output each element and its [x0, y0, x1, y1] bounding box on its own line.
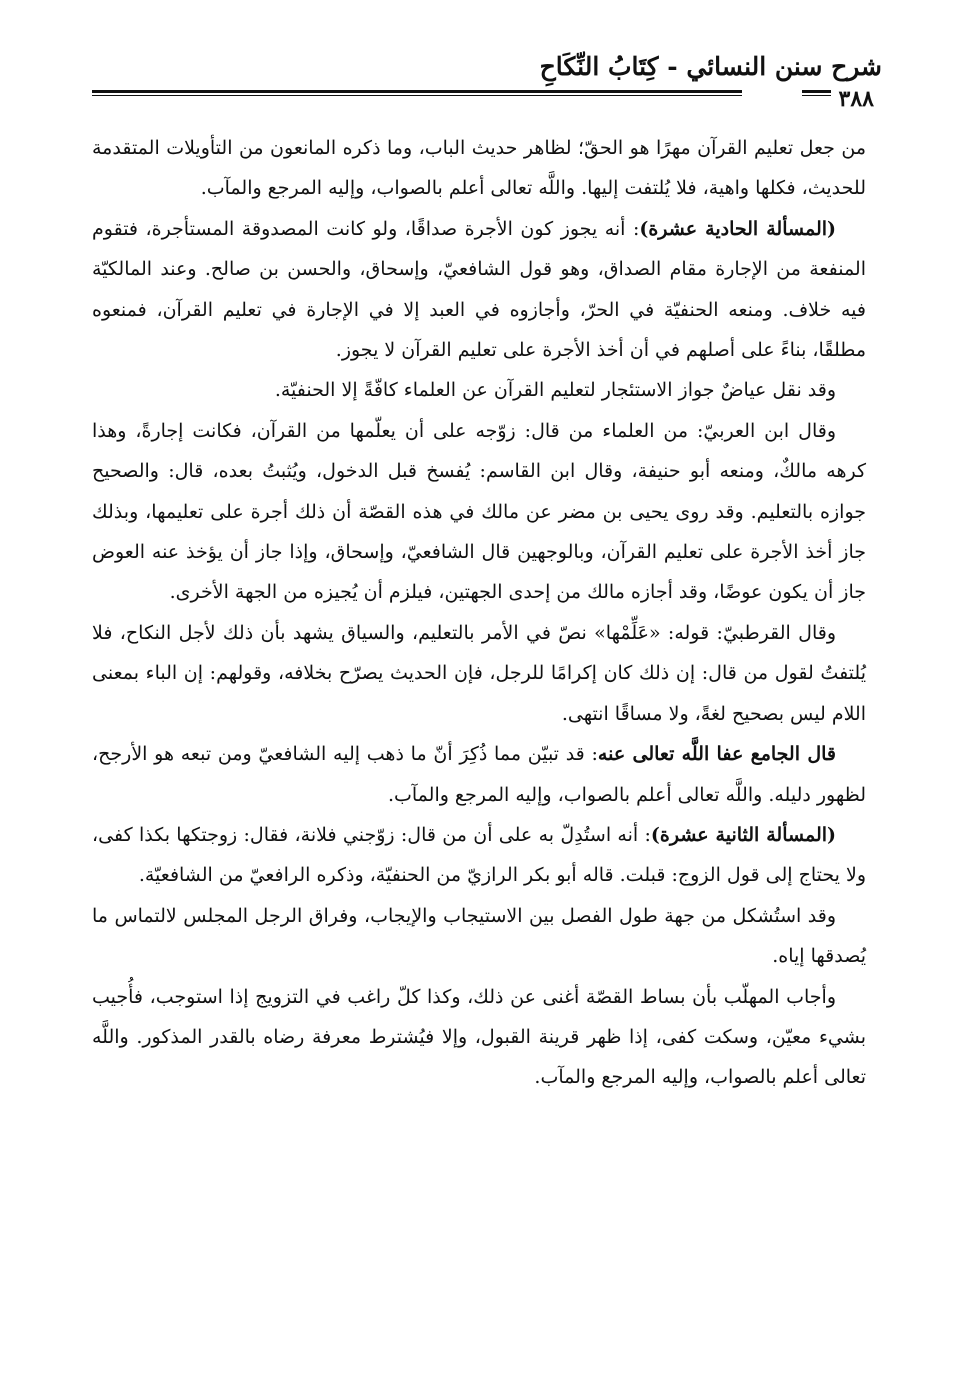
paragraph: [92, 209, 866, 371]
paragraph-text: : أنه يجوز كون الأجرة صداقًا، ولو كانت المصدوقة المستأجرة، فتقوم المنفعة من الإجارة مقام الصداق، وهو قول الشافعيّ، وإسحاق، والحسن بن صالح. وعند المالكيّة فيه خلاف. ومنعه الحنفيّة في الحرّ، وأجازوه في العبد إلا في الإجارة في تعليم القرآن، فمنعوه مطلقًا، بناءً على أصلهم في أن أخذ الأجرة على تعليم القرآن لا يجوز.: [92, 217, 866, 362]
paragraph: [92, 734, 866, 815]
body-text: [92, 128, 866, 1098]
header-rule-left: [92, 90, 742, 96]
paragraph: [92, 128, 866, 209]
page-header: [92, 52, 882, 110]
paragraph-text: وأجاب المهلّب بأن بساط القصّة أغنى عن ذلك، وكذا كلّ راغب في التزويج إذا استوجب، فأُجيب بشيء معيّن، وسكت كفى، إذا ظهر قرينة القبول، وإلا فيُشترط معرفة رضاه بالقدر المذكور. واللَّه تعالى أعلم بالصواب، وإليه المرجع والمآب.: [92, 985, 866, 1089]
paragraph-lead: (المسألة الثانية عشرة): [650, 823, 836, 846]
page-number: ٣٨٨: [831, 86, 882, 112]
paragraph: [92, 896, 866, 977]
paragraph-text: وقال ابن العربيّ: من العلماء من قال: زوّجه على أن يعلّمها من القرآن، فكانت إجارةً، وهذا كرهه مالكٌ، ومنعه أبو حنيفة، وقال ابن القاسم: يُفسخ قبل الدخول، ويُثبتُ بعده، قال: والصحيح جوازه بالتعليم. وقد روى يحيى بن مضر عن مالك في هذه القصّة أن ذلك أجرة على تعليمها، وبذلك جاز أخذ الأجرة على تعليم القرآن، وبالوجهين قال الشافعيّ، وإسحاق، وإذا جاز أن يؤخذ عنه العوض جاز أن يكون عوضًا، وقد أجازه مالك من إحدى الجهتين، فيلزم أن يُجيزه من الجهة الأخرى.: [92, 419, 866, 604]
paragraph: [92, 613, 866, 734]
paragraph-text: : قد تبيّن مما ذُكِرَ أنّ ما ذهب إليه الشافعيّ ومن تبعه هو الأرجح، لظهور دليله. واللَّه تعالى أعلم بالصواب، وإليه المرجع والمآب.: [92, 743, 866, 806]
paragraph-text: وقد استُشكل من جهة طول الفصل بين الاستيجاب والإيجاب، وفراق الرجل المجلس لالتماس ما يُصدقها إياه.: [92, 904, 866, 968]
paragraph: [92, 411, 866, 613]
paragraph-text: من جعل تعليم القرآن مهرًا هو الحقّ؛ لظاهر حديث الباب، وما ذكره المانعون من التأويلات المتقدمة للحديث، فكلها واهية، فلا يُلتفت إليها. واللَّه تعالى أعلم بالصواب، وإليه المرجع والمآب.: [92, 137, 866, 200]
paragraph: [92, 815, 866, 896]
paragraph: [92, 977, 866, 1098]
paragraph-text: : أنه استُدِلّ به على أن من قال: زوّجني فلانة، فقال: زوجتكها بكذا كفى، ولا يحتاج إلى قول الزوج: قبلت. قاله أبو بكر الرازيّ من الحنفيّة، وذكره الرافعيّ من الشافعيّة.: [92, 823, 866, 887]
paragraph-lead: قال الجامع عفا اللَّه تعالى عنه: [597, 743, 836, 766]
paragraph-lead: (المسألة الحادية عشرة): [639, 217, 836, 240]
running-title: شرح سنن النسائي - كِتَابُ النِّكَاحِ: [539, 52, 882, 81]
paragraph: [92, 370, 866, 410]
paragraph-text: وقال القرطبيّ: قوله: «عَلِّمْها» نصّ في الأمر بالتعليم، والسياق يشهد بأن ذلك لأجل النكاح، فلا يُلتفتُ لقول من قال: إن ذلك كان إكرامًا للرجل، فإن الحديث يصرّح بخلافه، وقولهم: إن الباء بمعنى اللام ليس بصحيح لغةً، ولا مساقًا انتهى.: [92, 621, 866, 725]
paragraph-text: وقد نقل عياضٌ جواز الاستئجار لتعليم القرآن عن العلماء كافّةً إلا الحنفيّة.: [274, 379, 836, 402]
